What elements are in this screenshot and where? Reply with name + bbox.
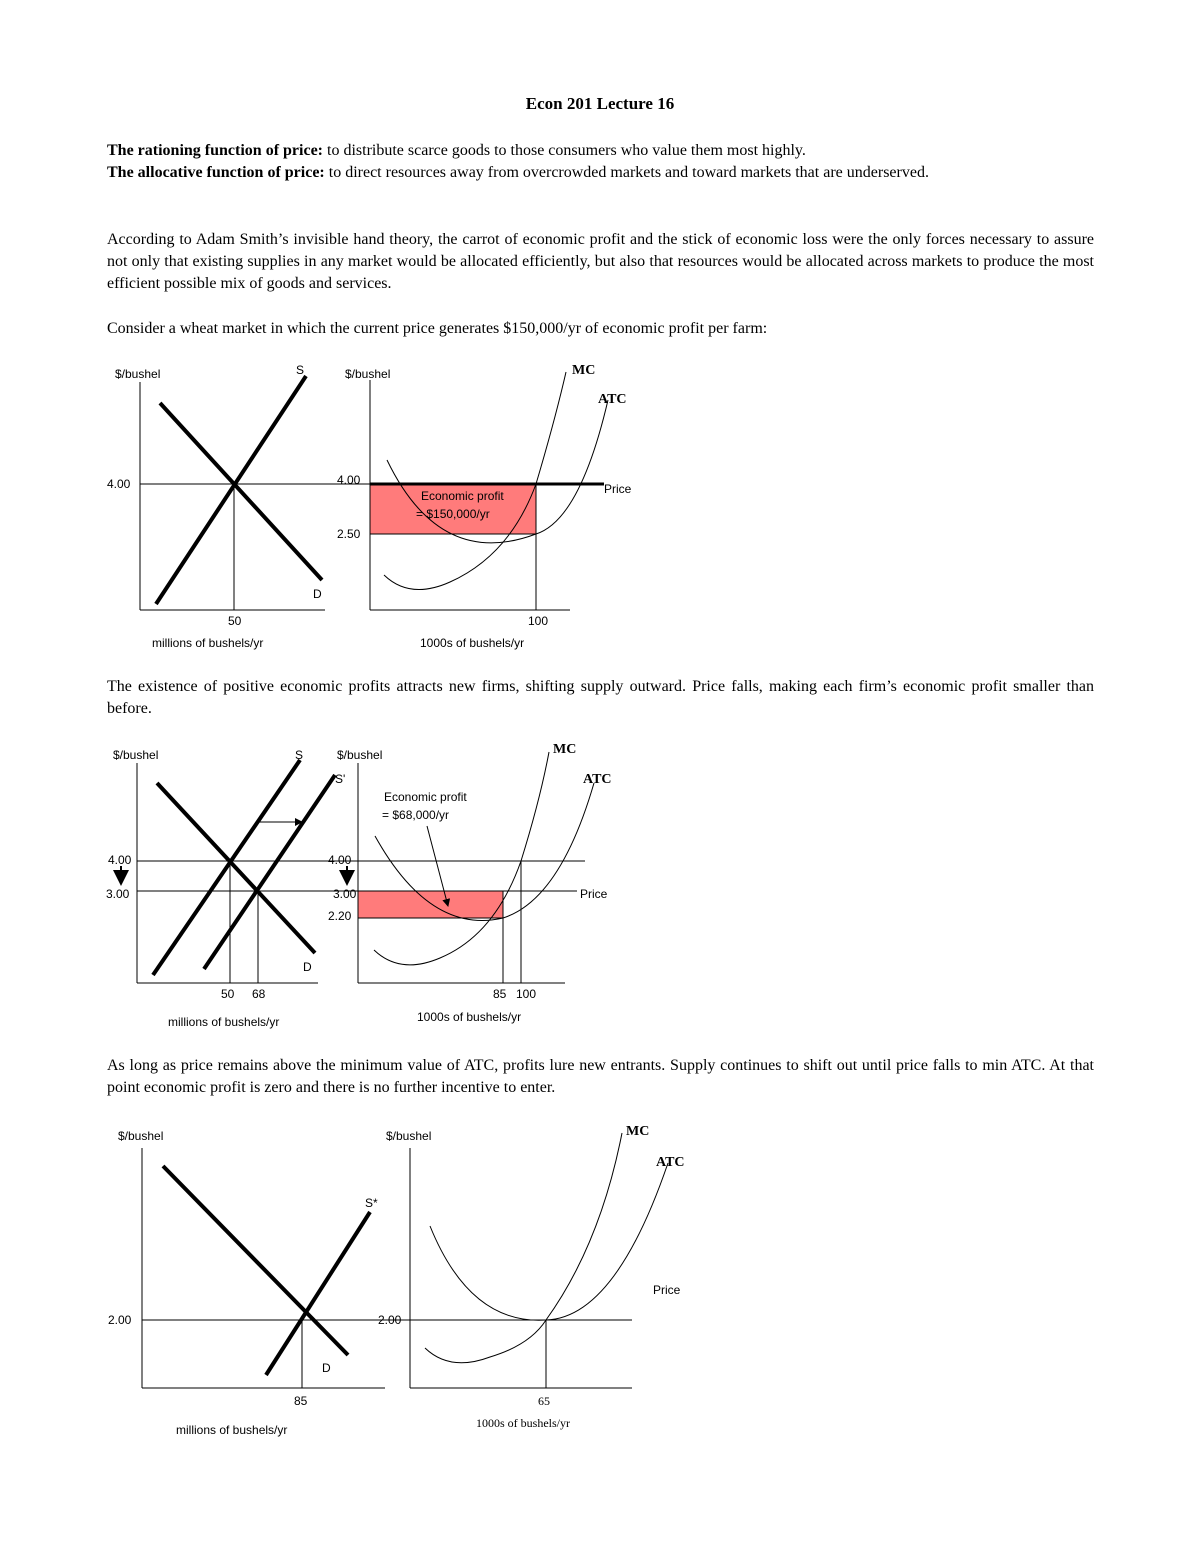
atc-tick-label: 2.20: [328, 909, 352, 923]
old-price-tick-label: 4.00: [108, 853, 132, 867]
rationing-definition: The rationing function of price: to distribute scarce goods to those consumers who value them most highly.: [107, 142, 806, 159]
price-tick-label: 4.00: [337, 473, 361, 487]
entry-paragraph: The existence of positive economic profits attracts new firms, shifting supply outward. Price falls, making each firm’s economic profit smaller than before.: [107, 678, 1094, 717]
price-label: Price: [580, 887, 608, 901]
invisible-hand-paragraph: According to Adam Smith’s invisible hand theory, the carrot of economic profit and the stick of economic loss were the only forces necessary to assure not only that existing supplies in any market would be allocated efficiently, but also that resources would be allocated across markets to produce the most efficient possible mix of goods and services.: [107, 231, 1094, 292]
demand-label: D: [303, 960, 312, 974]
definitions-paragraph: [107, 140, 1094, 184]
quantity-tick-label: 85: [294, 1394, 308, 1408]
x-axis-label: millions of bushels/yr: [152, 636, 264, 650]
firm-panel: [378, 1124, 685, 1430]
atc-label: ATC: [583, 772, 612, 787]
new-supply-label: S': [335, 772, 346, 786]
price-label: Price: [653, 1283, 681, 1297]
supply-curve: [153, 760, 300, 975]
y-axis-label: $/bushel: [115, 367, 161, 381]
mc-curve: [384, 372, 566, 590]
supply-label: S*: [365, 1196, 378, 1210]
firm-panel: [328, 742, 612, 1024]
y-axis-label: $/bushel: [118, 1129, 164, 1143]
profit-label-line1: Economic profit: [421, 489, 504, 503]
quantity-tick-label: 65: [538, 1394, 550, 1408]
mc-label: MC: [553, 742, 577, 757]
x-axis-label: millions of bushels/yr: [168, 1015, 280, 1029]
mc-curve: [374, 752, 549, 965]
new-quantity-tick-label: 85: [493, 987, 507, 1001]
y-axis-label: $/bushel: [113, 748, 159, 762]
figure-long-run: [0, 1115, 1200, 1445]
price-tick-label: 2.00: [378, 1313, 402, 1327]
profit-label-line2: = $68,000/yr: [382, 808, 450, 822]
supply-curve: [266, 1212, 370, 1375]
demand-curve: [157, 783, 315, 953]
new-quantity-tick-label: 68: [252, 987, 266, 1001]
old-quantity-tick-label: 100: [516, 987, 537, 1001]
atc-tick-label: 2.50: [337, 527, 361, 541]
y-axis-label: $/bushel: [386, 1129, 432, 1143]
supply-curve: [156, 376, 306, 604]
figure-entry: [0, 735, 1200, 1035]
figure-initial-profit: [0, 355, 1200, 655]
mc-label: MC: [572, 363, 596, 378]
page-title: Econ 201 Lecture 16: [525, 94, 675, 113]
price-label: Price: [604, 482, 632, 496]
old-quantity-tick-label: 50: [221, 987, 235, 1001]
demand-label: D: [313, 587, 322, 601]
old-price-tick-label: 4.00: [328, 853, 352, 867]
profit-label-line1: Economic profit: [384, 790, 467, 804]
x-axis-label: millions of bushels/yr: [176, 1423, 288, 1437]
price-tick-label: 4.00: [107, 477, 131, 491]
demand-curve: [163, 1166, 348, 1355]
allocative-definition: The allocative function of price: to direct resources away from overcrowded markets and toward markets that are underserved.: [107, 164, 929, 181]
x-axis-label: 1000s of bushels/yr: [417, 1010, 522, 1024]
x-axis-label: 1000s of bushels/yr: [420, 636, 525, 650]
supply-label: S: [296, 363, 305, 377]
demand-label: D: [322, 1361, 331, 1375]
firm-panel: [337, 363, 632, 650]
quantity-tick-label: 100: [528, 614, 549, 628]
wheat-market-paragraph: Consider a wheat market in which the current price generates $150,000/yr of economic profit per farm:: [107, 320, 768, 337]
atc-label: ATC: [598, 392, 627, 407]
economic-profit-area: [358, 891, 503, 918]
market-panel: [108, 1129, 410, 1437]
mc-label: MC: [626, 1124, 650, 1139]
atc-label: ATC: [656, 1155, 685, 1170]
market-panel: [107, 363, 350, 650]
price-tick-label: 2.00: [108, 1313, 132, 1327]
quantity-tick-label: 50: [228, 614, 242, 628]
demand-curve: [160, 403, 322, 580]
profit-label-line2: = $150,000/yr: [416, 507, 490, 521]
x-axis-label: 1000s of bushels/yr: [476, 1416, 570, 1430]
new-price-tick-label: 3.00: [333, 887, 357, 901]
supply-label: S: [295, 748, 304, 762]
long-run-paragraph: As long as price remains above the minimum value of ATC, profits lure new entrants. Supply continues to shift out until price falls to min ATC. At that point economic profit is zero and there is no further incentive to enter.: [107, 1057, 1094, 1096]
market-panel: [106, 748, 358, 1029]
y-axis-label: $/bushel: [337, 748, 383, 762]
atc-curve: [430, 1163, 668, 1320]
y-axis-label: $/bushel: [345, 367, 391, 381]
new-price-tick-label: 3.00: [106, 887, 130, 901]
mc-curve: [425, 1133, 622, 1363]
